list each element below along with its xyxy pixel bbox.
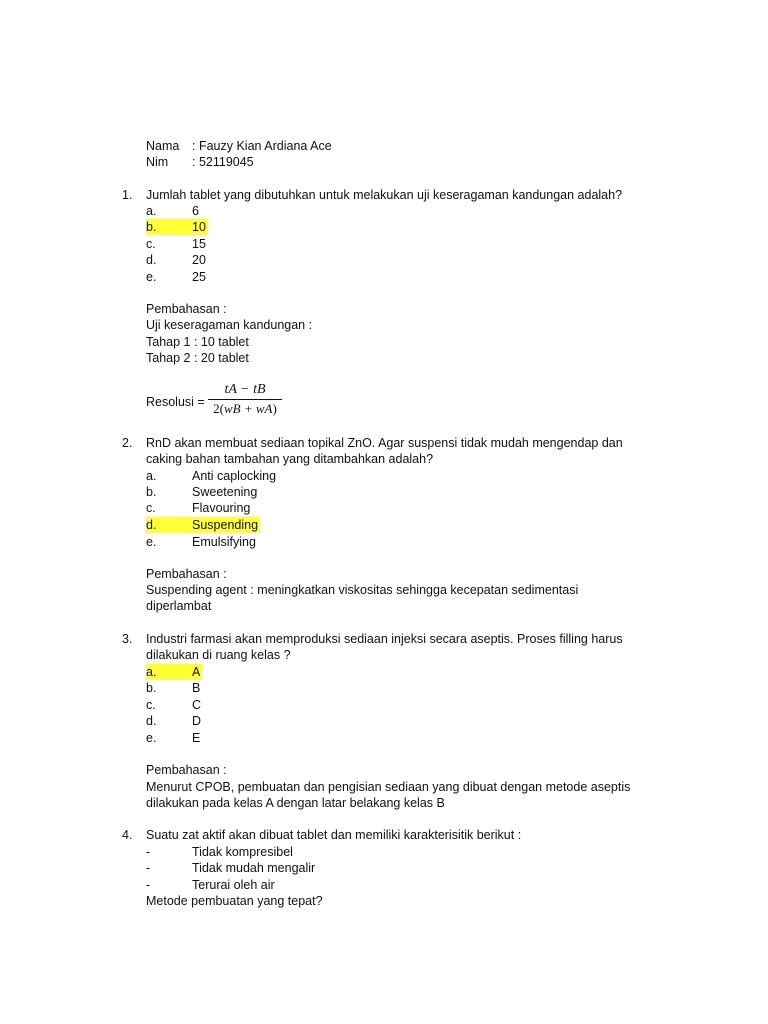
formula-den-expr: wB + wA bbox=[224, 401, 273, 416]
q1-pembahasan-line: Uji keseragaman kandungan : bbox=[146, 318, 313, 332]
formula-denominator bbox=[208, 401, 282, 417]
q2-option-c-letter: c. bbox=[146, 501, 156, 515]
q2-option-b-text: Sweetening bbox=[192, 485, 258, 499]
q4-bullet-marker: - bbox=[146, 861, 151, 875]
q2-pembahasan-line2: diperlambat bbox=[146, 599, 212, 613]
q4-bullet-text: Tidak kompresibel bbox=[192, 845, 293, 859]
nim-value: : 52119045 bbox=[192, 155, 254, 169]
q2-question-line1: RnD akan membuat sediaan topikal ZnO. Agar suspensi tidak mudah mengendap dan bbox=[146, 436, 623, 450]
q3-number: 3. bbox=[122, 632, 133, 646]
q3-pembahasan-title: Pembahasan : bbox=[146, 763, 227, 777]
q4-bullet-marker: - bbox=[146, 878, 151, 892]
q3-option-c-letter: c. bbox=[146, 698, 156, 712]
q2-question-line2: caking bahan tambahan yang ditambahkan adalah? bbox=[146, 452, 434, 466]
resolution-formula bbox=[208, 382, 282, 417]
nama-value: : Fauzy Kian Ardiana Ace bbox=[192, 139, 332, 153]
q3-question-line1: Industri farmasi akan memproduksi sediaan injeksi secara aseptis. Proses filling harus bbox=[146, 632, 623, 646]
q3-option-d-letter: d. bbox=[146, 714, 157, 728]
q1-option-b-text: 10 bbox=[192, 220, 206, 234]
formula-den-prefix: 2 bbox=[213, 401, 220, 416]
q2-option-d-text: Suspending bbox=[192, 518, 259, 532]
formula-fraction-bar bbox=[208, 399, 282, 400]
q3-option-a-text: A bbox=[192, 665, 201, 679]
q3-option-c-text: C bbox=[192, 698, 202, 712]
formula-numerator: tA − tB bbox=[224, 382, 266, 397]
q2-option-a-letter: a. bbox=[146, 469, 157, 483]
q1-option-b-letter: b. bbox=[146, 220, 157, 234]
q3-option-e-text: E bbox=[192, 731, 201, 745]
q4-number: 4. bbox=[122, 828, 133, 842]
q1-number: 1. bbox=[122, 188, 133, 202]
q3-option-d-text: D bbox=[192, 714, 202, 728]
q4-closing: Metode pembuatan yang tepat? bbox=[146, 894, 323, 908]
q2-option-e-text: Emulsifying bbox=[192, 535, 256, 549]
q1-pembahasan-line: Tahap 2 : 20 tablet bbox=[146, 351, 249, 365]
formula-den-close: ) bbox=[272, 401, 277, 416]
q1-option-c-text: 15 bbox=[192, 237, 206, 251]
q4-bullet-text: Tidak mudah mengalir bbox=[192, 861, 316, 875]
nim-label: Nim bbox=[146, 155, 169, 169]
q3-question-line2: dilakukan di ruang kelas ? bbox=[146, 648, 291, 662]
q1-option-d-text: 20 bbox=[192, 253, 206, 267]
q1-option-a-letter: a. bbox=[146, 204, 157, 218]
q1-option-d-letter: d. bbox=[146, 253, 157, 267]
q4-bullet-marker: - bbox=[146, 845, 151, 859]
q3-option-a-letter: a. bbox=[146, 665, 157, 679]
q2-option-e-letter: e. bbox=[146, 535, 157, 549]
q2-pembahasan-title: Pembahasan : bbox=[146, 567, 227, 581]
nama-label: Nama bbox=[146, 139, 180, 153]
formula-den-open: ( bbox=[219, 401, 224, 416]
q3-option-e-letter: e. bbox=[146, 731, 157, 745]
q2-option-d-letter: d. bbox=[146, 518, 157, 532]
q2-option-c-text: Flavouring bbox=[192, 501, 251, 515]
q4-bullet-text: Terurai oleh air bbox=[192, 878, 275, 892]
q4-question: Suatu zat aktif akan dibuat tablet dan memiliki karakterisitik berikut : bbox=[146, 828, 522, 842]
q3-option-b-text: B bbox=[192, 681, 201, 695]
q1-pembahasan-line: Tahap 1 : 10 tablet bbox=[146, 335, 249, 349]
q2-option-b-letter: b. bbox=[146, 485, 157, 499]
q1-pembahasan-title: Pembahasan : bbox=[146, 302, 227, 316]
q3-option-b-letter: b. bbox=[146, 681, 157, 695]
q1-option-c-letter: c. bbox=[146, 237, 156, 251]
q1-option-e-text: 25 bbox=[192, 270, 206, 284]
q1-option-a-text: 6 bbox=[192, 204, 199, 218]
q1-question: Jumlah tablet yang dibutuhkan untuk melakukan uji keseragaman kandungan adalah? bbox=[146, 188, 623, 202]
resolusi-label: Resolusi = bbox=[146, 395, 205, 409]
q1-option-e-letter: e. bbox=[146, 270, 157, 284]
q3-pembahasan-line2: dilakukan pada kelas A dengan latar belakang kelas B bbox=[146, 796, 445, 810]
q3-pembahasan-line1: Menurut CPOB, pembuatan dan pengisian sediaan yang dibuat dengan metode aseptis bbox=[146, 780, 631, 794]
q2-pembahasan-line1: Suspending agent : meningkatkan viskositas sehingga kecepatan sedimentasi bbox=[146, 583, 579, 597]
q2-number: 2. bbox=[122, 436, 133, 450]
q2-option-a-text: Anti caplocking bbox=[192, 469, 277, 483]
